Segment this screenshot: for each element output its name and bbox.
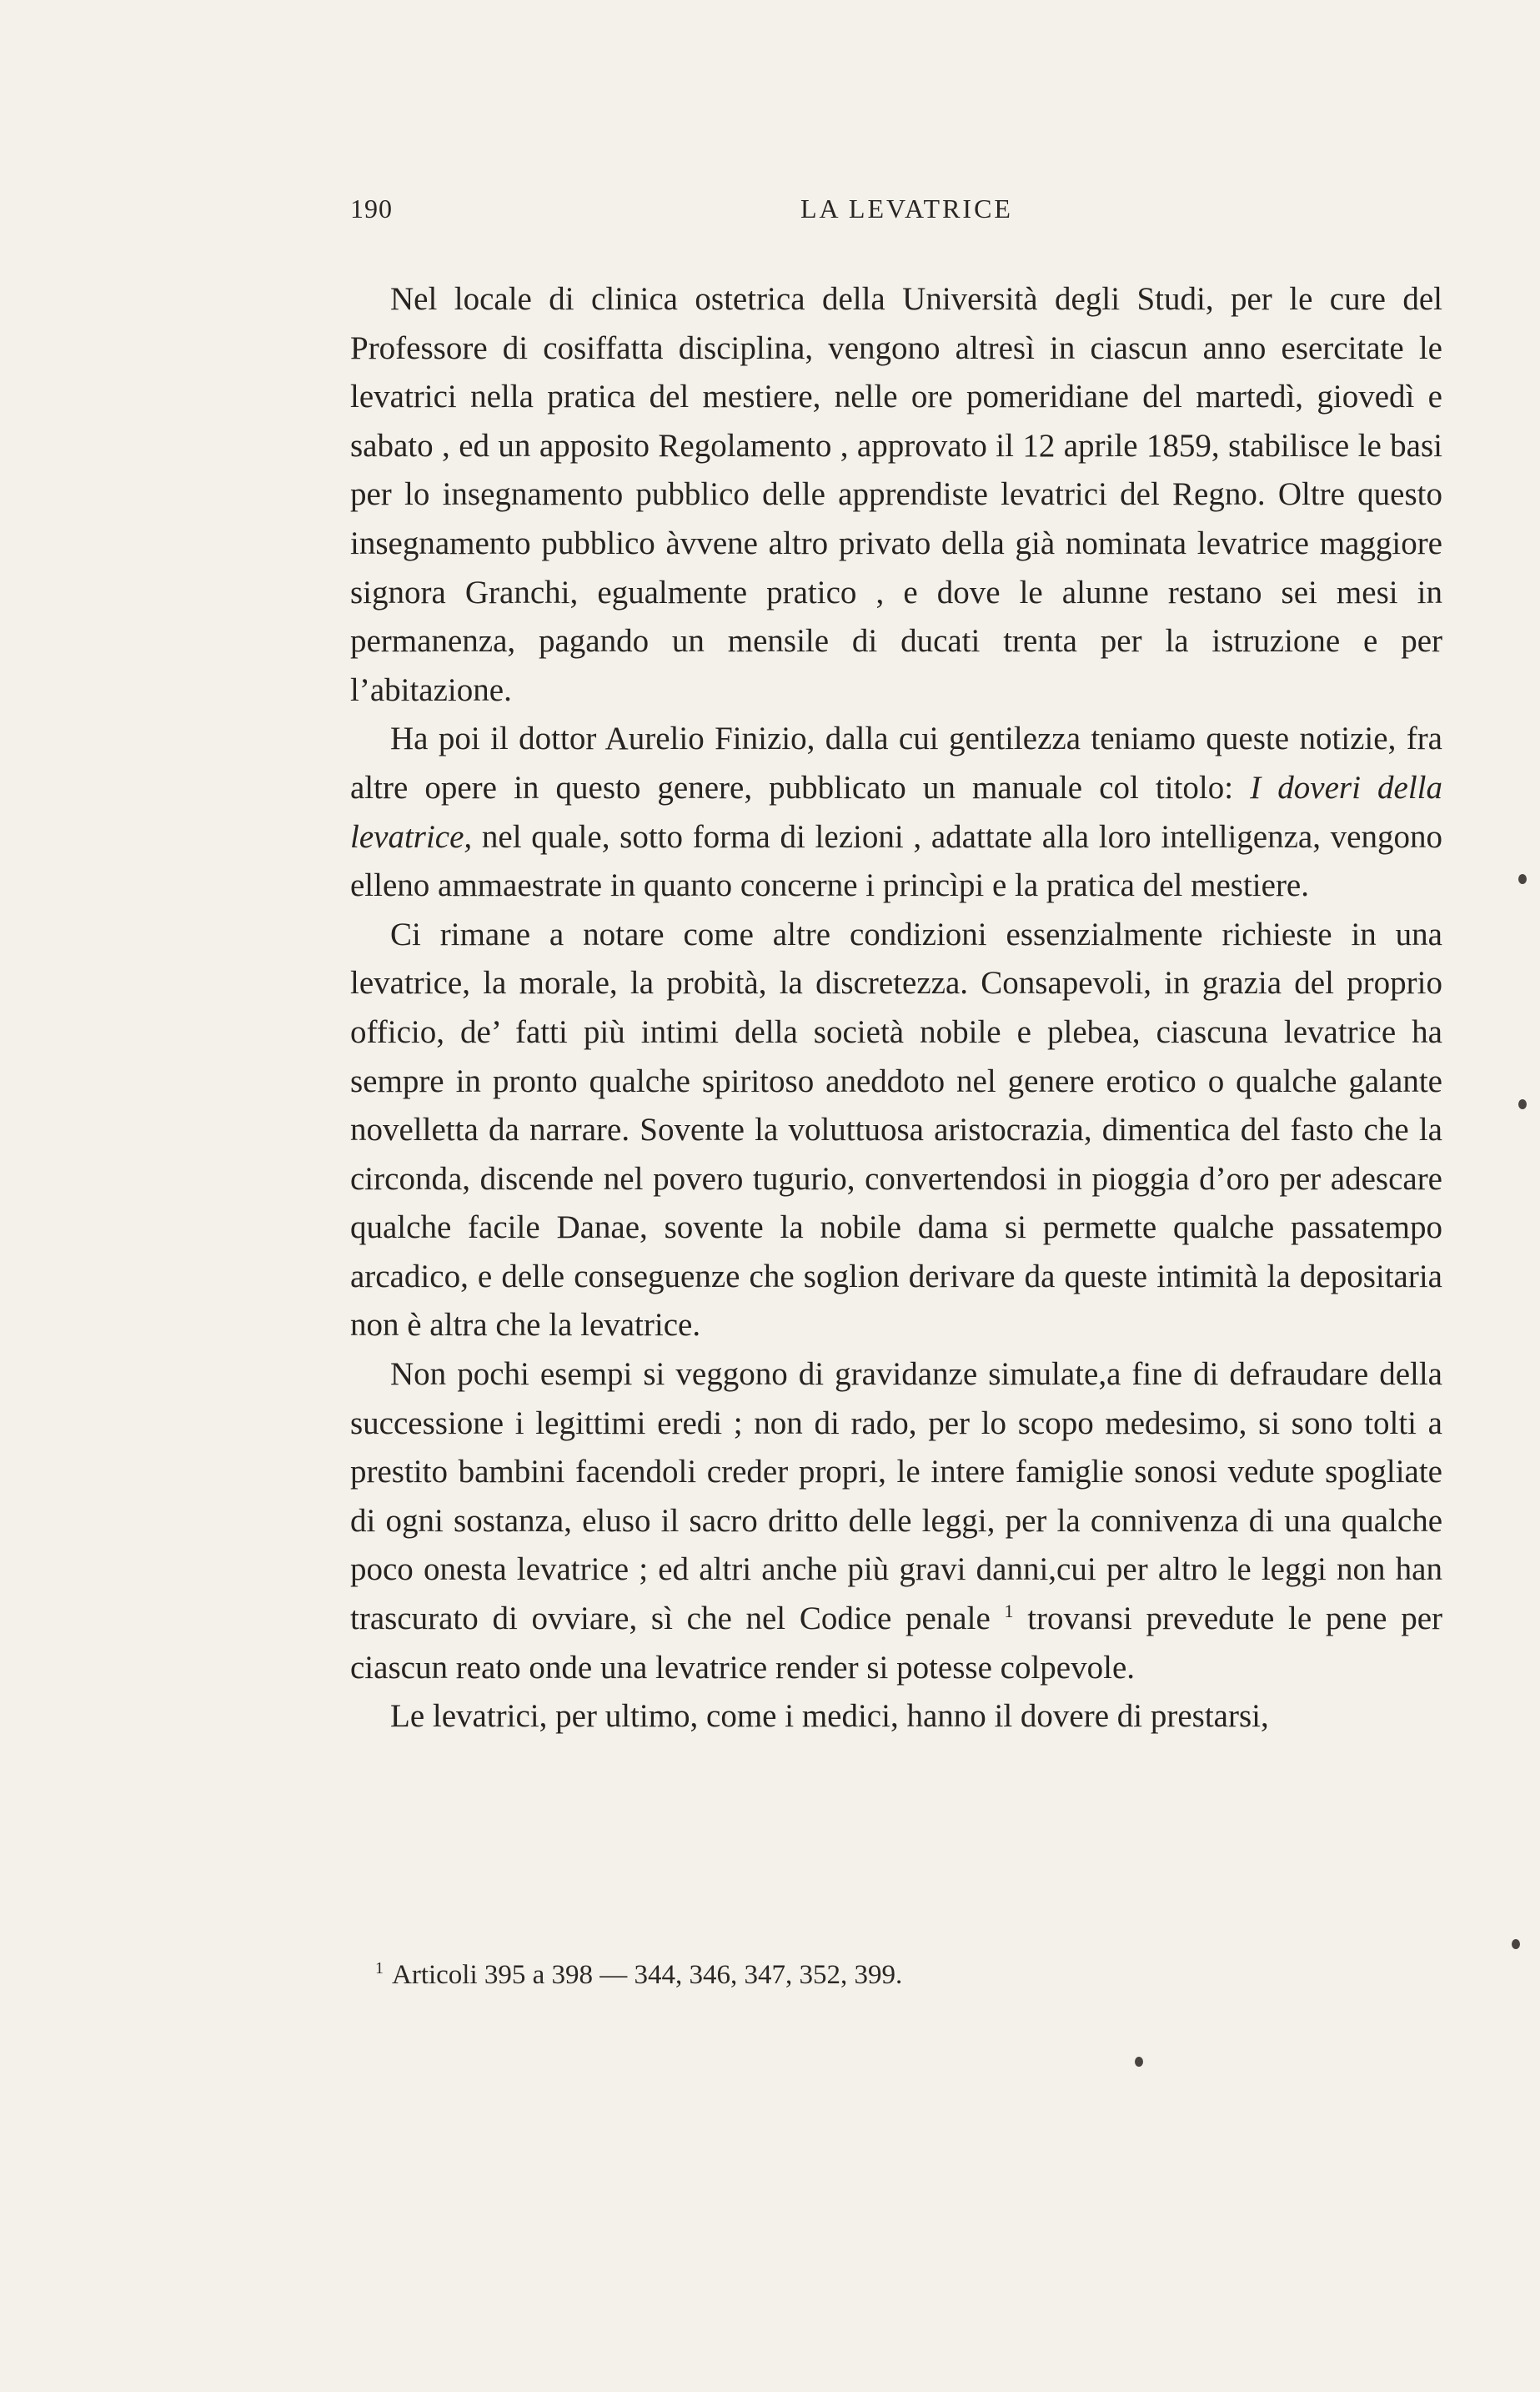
footnote-reference: 1 [1004, 1601, 1014, 1622]
paragraph [350, 1692, 1442, 1741]
footnote-number: 1 [375, 1959, 384, 1977]
page-number: 190 [350, 193, 393, 224]
footnote-text: Articoli 395 a 398 — 344, 346, 347, 352, 399. [392, 1960, 903, 1990]
running-title: LA LEVATRICE [800, 193, 1013, 224]
body-text [350, 275, 1442, 1741]
footnotes [375, 1957, 1442, 1993]
ink-speck [1512, 1939, 1520, 1949]
paragraph-text: Ci rimane a notare come altre condizioni essenzialmente richieste in una levatrice, la morale, la probità, la discretezza. Consapevoli, in grazia del proprio officio, de’ fatti più intimi della società nobile e plebea, ciascuna levatrice ha sempre in pronto qualche spiritoso aneddoto nel genere erotico o qualche galante novelletta da narrare. Sovente la voluttuosa aristocrazia, dimentica del fasto che la circonda, discende nel povero tugurio, convertendosi in pioggia d’oro per adescare qualche facile Danae, sovente la nobile dama si permette qualche passatempo arcadico, e delle conseguenze che soglion derivare da queste intimità la depositaria non è altra che la levatrice. [350, 916, 1442, 1344]
paragraph-text: Le levatrici, per ultimo, come i medici, hanno il dovere di prestarsi, [390, 1698, 1269, 1735]
paragraph-text: Nel locale di clinica ostetrica della Università degli Studi, per le cure del Professore di cosiffatta disciplina, vengono altresì in ciascun anno esercitate le levatrici nella pratica del mestiere, nelle ore pomeridiane del martedì, giovedì e sabato , ed un apposito Regolamento , approvato il 12 aprile 1859, stabilisce le basi per lo insegnamento pubblico delle apprendiste levatrici del Regno. Oltre questo insegnamento pubblico àvvene altro privato della già nominata levatrice maggiore signora Granchi, egualmente pratico , e dove le alunne restano sei mesi in permanenza, pagando un mensile di ducati trenta per la istruzione e per l’abitazione. [350, 281, 1442, 708]
paragraph [350, 911, 1442, 1350]
paragraph-text: trovansi prevedute le pene per ciascun reato onde una levatrice render si potesse colpevole. [350, 1601, 1442, 1686]
footnote [375, 1957, 1442, 1993]
paragraph-text: Ha poi il dottor Aurelio Finizio, dalla cui gentilezza teniamo queste notizie, fra altre opere in questo genere, pubblicato un manuale col titolo: [350, 721, 1442, 806]
ink-speck [1135, 2057, 1143, 2067]
book-title-italic: I doveri della levatrice, [350, 769, 1442, 855]
paragraph [350, 1350, 1442, 1692]
paragraph [350, 715, 1442, 910]
paragraph-text: Non pochi esempi si veggono di gravidanze simulate,a fine di defraudare della successione i legittimi eredi ; non di rado, per lo scopo medesimo, si sono tolti a prestito bambini facendoli creder propri, le intere famiglie sonosi vedute spogliate di ogni sostanza, eluso il sacro dritto delle leggi, per la connivenza di una qualche poco onesta levatrice ; ed altri anche più gravi danni,cui per altro le leggi non han trascurato di ovviare, sì che nel Codice penale [350, 1356, 1442, 1637]
paragraph [350, 275, 1442, 715]
paragraph-text: nel quale, sotto forma di lezioni , adattate alla loro intelligenza, vengono elleno ammaestrate in quanto concerne i princìpi e la pratica del mestiere. [350, 818, 1442, 904]
ink-speck [1518, 874, 1527, 884]
ink-speck [1518, 1099, 1527, 1109]
running-head [350, 193, 1442, 235]
